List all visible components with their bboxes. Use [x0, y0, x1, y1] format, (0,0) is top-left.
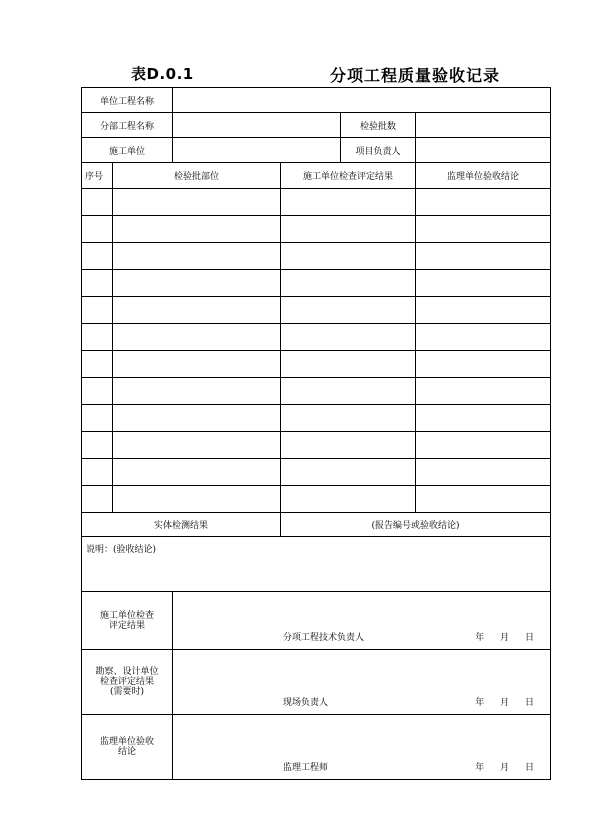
design-signoff-label-line2: 检查评定结果 — [100, 677, 155, 687]
contractor-signoff-label-line1: 施工单位检查 — [100, 610, 155, 621]
supervisor-signoff-date — [462, 760, 534, 773]
seq-cell[interactable] — [82, 486, 113, 513]
part-cell[interactable] — [113, 486, 281, 513]
day-label: 日 — [525, 633, 535, 643]
design-signoff-field[interactable] — [173, 650, 551, 715]
supervisor-conclusion-cell[interactable] — [416, 351, 551, 378]
design-signer-label: 现场负责人 — [283, 698, 329, 708]
design-signoff-date — [462, 695, 534, 708]
part-cell[interactable] — [113, 297, 281, 324]
part-cell[interactable] — [113, 459, 281, 486]
design-signoff-row — [82, 650, 551, 715]
table-row — [82, 270, 551, 297]
supervisor-signoff-field[interactable] — [173, 715, 551, 780]
contractor-result-cell[interactable] — [281, 351, 416, 378]
supervisor-signoff-label — [82, 715, 173, 780]
table-row — [82, 324, 551, 351]
seq-cell[interactable] — [82, 459, 113, 486]
day-label: 日 — [525, 698, 535, 708]
seq-header: 序号 — [82, 163, 113, 189]
remark-row — [82, 537, 551, 592]
contractor-signoff-date — [462, 630, 534, 643]
entity-test-row — [82, 513, 551, 537]
design-signoff-label-line1: 勘察、设计单位 — [95, 667, 159, 677]
seq-cell[interactable] — [82, 243, 113, 270]
batch-count-field[interactable] — [416, 113, 551, 138]
supervisor-conclusion-cell[interactable] — [416, 243, 551, 270]
design-signoff-label — [82, 650, 173, 715]
part-cell[interactable] — [113, 216, 281, 243]
contractor-result-cell[interactable] — [281, 459, 416, 486]
table-row — [82, 378, 551, 405]
page-title: 分项工程质量验收记录 — [330, 66, 501, 85]
contractor-signoff-row — [82, 592, 551, 650]
table-row — [82, 297, 551, 324]
seq-cell[interactable] — [82, 432, 113, 459]
contractor-result-cell[interactable] — [281, 189, 416, 216]
supervisor-conclusion-cell[interactable] — [416, 432, 551, 459]
seq-cell[interactable] — [82, 270, 113, 297]
contractor-result-cell[interactable] — [281, 216, 416, 243]
month-label: 月 — [500, 698, 510, 708]
contractor-field[interactable] — [173, 138, 341, 163]
part-cell[interactable] — [113, 432, 281, 459]
contractor-result-cell[interactable] — [281, 324, 416, 351]
year-label: 年 — [475, 698, 485, 708]
supervisor-signer-label: 监理工程师 — [283, 763, 329, 773]
contractor-signoff-label — [82, 592, 173, 650]
supervisor-conclusion-cell[interactable] — [416, 378, 551, 405]
sub-project-row — [82, 113, 551, 138]
unit-project-field[interactable] — [173, 88, 551, 113]
contractor-row — [82, 138, 551, 163]
supervisor-signoff-row — [82, 715, 551, 780]
table-row — [82, 351, 551, 378]
seq-cell[interactable] — [82, 189, 113, 216]
unit-project-label: 单位工程名称 — [82, 88, 173, 113]
contractor-signoff-field[interactable] — [173, 592, 551, 650]
supervisor-conclusion-cell[interactable] — [416, 486, 551, 513]
seq-cell[interactable] — [82, 324, 113, 351]
contractor-result-cell[interactable] — [281, 486, 416, 513]
contractor-result-cell[interactable] — [281, 243, 416, 270]
supervisor-conclusion-cell[interactable] — [416, 297, 551, 324]
table-row — [82, 459, 551, 486]
table-row — [82, 189, 551, 216]
contractor-label: 施工单位 — [82, 138, 173, 163]
part-cell[interactable] — [113, 405, 281, 432]
entity-test-label: 实体检测结果 — [82, 513, 281, 537]
part-header: 检验批部位 — [113, 163, 281, 189]
month-label: 月 — [500, 633, 510, 643]
supervisor-conclusion-cell[interactable] — [416, 216, 551, 243]
year-label: 年 — [475, 633, 485, 643]
column-header-row — [82, 163, 551, 189]
table-row — [82, 243, 551, 270]
batch-count-label: 检验批数 — [341, 113, 416, 138]
seq-cell[interactable] — [82, 405, 113, 432]
seq-cell[interactable] — [82, 378, 113, 405]
year-label: 年 — [475, 763, 485, 773]
part-cell[interactable] — [113, 378, 281, 405]
remark-field[interactable]: 说明：(验收结论) — [82, 537, 551, 592]
seq-cell[interactable] — [82, 297, 113, 324]
supervisor-conclusion-header: 监理单位验收结论 — [416, 163, 551, 189]
project-manager-field[interactable] — [416, 138, 551, 163]
part-cell[interactable] — [113, 189, 281, 216]
contractor-result-cell[interactable] — [281, 378, 416, 405]
seq-cell[interactable] — [82, 351, 113, 378]
contractor-result-cell[interactable] — [281, 405, 416, 432]
part-cell[interactable] — [113, 324, 281, 351]
project-manager-label: 项目负责人 — [341, 138, 416, 163]
supervisor-conclusion-cell[interactable] — [416, 189, 551, 216]
part-cell[interactable] — [113, 243, 281, 270]
contractor-signoff-label-line2: 评定结果 — [109, 620, 146, 631]
design-signoff-label-line3: (需要时) — [109, 687, 145, 697]
supervisor-conclusion-cell[interactable] — [416, 459, 551, 486]
part-cell[interactable] — [113, 351, 281, 378]
sub-project-field[interactable] — [173, 113, 341, 138]
table-row — [82, 216, 551, 243]
supervisor-conclusion-cell[interactable] — [416, 324, 551, 351]
unit-project-row — [82, 88, 551, 113]
sub-project-label: 分部工程名称 — [82, 113, 173, 138]
supervisor-conclusion-cell[interactable] — [416, 405, 551, 432]
day-label: 日 — [525, 763, 535, 773]
table-number: 表D.0.1 — [131, 65, 194, 83]
table-row — [82, 486, 551, 513]
table-row — [82, 432, 551, 459]
seq-cell[interactable] — [82, 216, 113, 243]
entity-test-value[interactable]: (报告编号或验收结论) — [281, 513, 551, 537]
contractor-result-header: 施工单位检查评定结果 — [281, 163, 416, 189]
table-row — [82, 405, 551, 432]
supervisor-conclusion-cell[interactable] — [416, 270, 551, 297]
part-cell[interactable] — [113, 270, 281, 297]
contractor-result-cell[interactable] — [281, 297, 416, 324]
acceptance-record-table — [81, 87, 551, 780]
supervisor-signoff-label-line2: 结论 — [118, 747, 137, 757]
contractor-signer-label: 分项工程技术负责人 — [283, 633, 365, 643]
contractor-result-cell[interactable] — [281, 270, 416, 297]
supervisor-signoff-label-line1: 监理单位验收 — [100, 737, 155, 747]
contractor-result-cell[interactable] — [281, 432, 416, 459]
month-label: 月 — [500, 763, 510, 773]
